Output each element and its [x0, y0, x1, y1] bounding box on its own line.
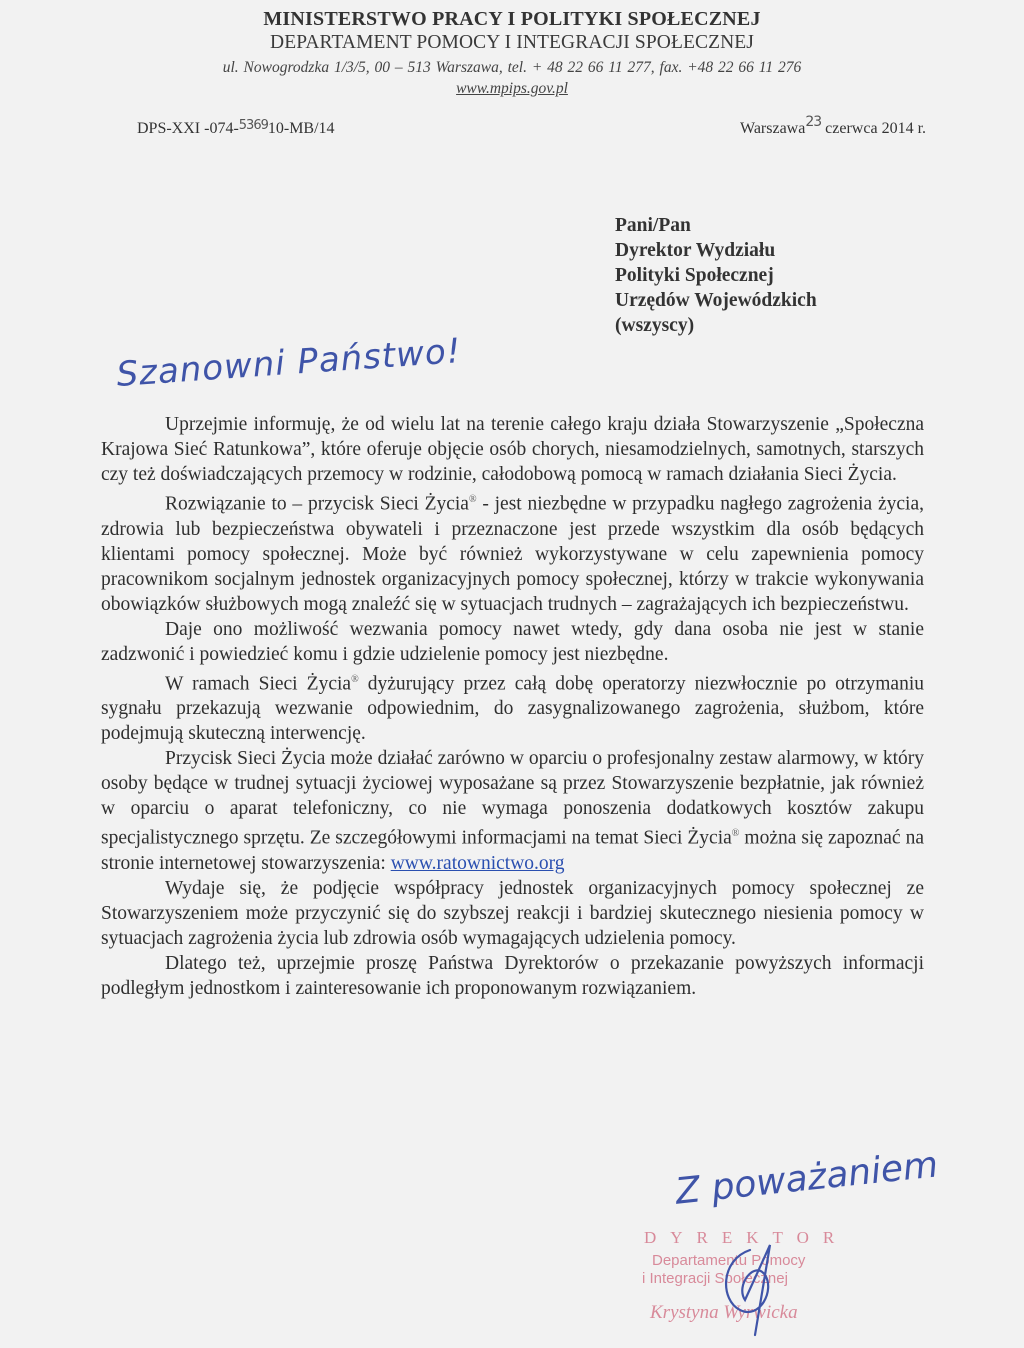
ministry-website[interactable]: www.mpips.gov.pl — [456, 80, 568, 97]
paragraph-text: - jest niezbędne w przypadku nagłego zagrożenia życia, zdrowia lub bezpieczeństwa obywateli i przeznaczone jest przede wszystkim dla osób będących klientami pomocy społecznej. Może być również wykorzystywane w celu zapewnienia pomocy pracownikom socjalnym jednostek organizacyjnych pomocy społecznej, którzy w trakcie wykonywania obowiązków służbowych mogą znaleźć się w sytuacjach trudnych – zagrażających ich bezpieczeństwu. — [101, 493, 924, 615]
date-rest: czerwca 2014 r. — [825, 120, 927, 137]
ministry-address: ul. Nowogrodzka 1/3/5, 00 – 513 Warszawa, tel. + 48 22 66 11 277, fax. +48 22 66 11 276 — [222, 59, 802, 76]
body-paragraph: Wydaje się, że podjęcie współpracy jednostek organizacyjnych pomocy społecznej ze Stowarzyszeniem może przyczynić się do szybszej reakcji i bardziej skutecznego niesienia pomocy w sytuacjach zagrożenia życia lub zdrowia osób wymagających udzielenia pomocy. — [101, 877, 924, 949]
reference-suffix: 10-MB/14 — [267, 120, 335, 137]
registered-mark: ® — [468, 494, 477, 505]
paragraph-text: dyżurujący przez całą dobę operatorzy niezwłocznie po otrzymaniu sygnału przekazują wezwanie odpowiednim, do zasygnalizowanego zagrożenia, służbom, które podejmują skuteczną interwencję. — [101, 673, 924, 744]
recipient-line: Pani/Pan — [615, 215, 691, 236]
body-paragraph — [101, 746, 924, 876]
department-name: DEPARTAMENT POMOCY I INTEGRACJI SPOŁECZNEJ — [270, 32, 754, 53]
reference-number — [137, 120, 335, 138]
recipient-block — [615, 213, 817, 338]
handwritten-greeting: Szanowni Państwo! — [115, 331, 463, 395]
body-paragraph: Daje ono możliwość wezwania pomocy nawet wtedy, gdy dana osoba nie jest w stanie zadzwonić i powiedzieć komu i gdzie udzielenie pomocy jest niezbędne. — [101, 618, 924, 665]
paragraph-text: W ramach Sieci Życia — [165, 673, 352, 694]
date-city: Warszawa — [740, 120, 806, 137]
date-handwritten-day: 23 — [805, 114, 822, 130]
registered-mark: ® — [731, 828, 740, 839]
stamp-title: DYREKTOR — [644, 1228, 849, 1247]
reference-prefix: DPS-XXI -074- — [137, 120, 239, 137]
handwritten-signature-scribble — [680, 1150, 800, 1340]
body-paragraph: Dlatego też, uprzejmie proszę Państwa Dyrektorów o przekazanie powyższych informacji podległym jednostkom i zainteresowanie ich proponowanym rozwiązaniem. — [101, 952, 924, 999]
reference-handwritten-number: 5369 — [238, 118, 268, 133]
ministry-name: MINISTERSTWO PRACY I POLITYKI SPOŁECZNEJ — [263, 8, 761, 30]
recipient-line: Dyrektor Wydziału — [615, 240, 776, 261]
recipient-line: Urzędów Wojewódzkich — [615, 290, 817, 311]
signature-block — [640, 1140, 980, 1340]
registered-mark: ® — [351, 673, 359, 685]
association-website-link[interactable]: www.ratownictwo.org — [390, 852, 565, 874]
handwritten-closing: Z poważaniem — [673, 1144, 940, 1213]
stamp-signatory-name: Krystyna Wyrwicka — [650, 1302, 798, 1323]
recipient-line: Polityki Społecznej — [615, 265, 774, 286]
recipient-line: (wszyscy) — [615, 315, 695, 336]
paragraph-text: Przycisk Sieci Życia może działać zarówno w oparciu o profesjonalny zestaw alarmowy, w który osoby będące w trudnej sytuacji życiowej wyposażane są przez Stowarzyszenie bezpłatnie, jak również w oparciu o aparat telefoniczny, co nie wymaga ponoszenia dodatkowych kosztów zakupu specjalistycznego sprzętu. Ze szczegółowymi informacjami na temat Sieci Życia — [101, 748, 924, 849]
paragraph-text: można się zapoznać na stronie internetowej stowarzyszenia: — [101, 827, 924, 874]
body-paragraph — [101, 667, 924, 747]
letter-body — [101, 412, 924, 1001]
stamp-department-line2: i Integracji Społecznej — [642, 1270, 788, 1287]
body-paragraph: Uprzejmie informuję, że od wielu lat na terenie całego kraju działa Stowarzyszenie „Społeczna Krajowa Sieć Ratunkowa”, które oferuje objęcie osób chorych, niesamodzielnych, samotnych, starszych czy też doświadczających przemocy w rodzinie, całodobową pomocą w ramach działania Sieci Życia. — [101, 414, 924, 485]
stamp-department-line1: Departamentu Pomocy — [652, 1252, 806, 1269]
body-paragraph — [101, 487, 924, 617]
letter-date — [740, 114, 927, 138]
paragraph-text: Rozwiązanie to – przycisk Sieci Życia — [165, 493, 469, 515]
